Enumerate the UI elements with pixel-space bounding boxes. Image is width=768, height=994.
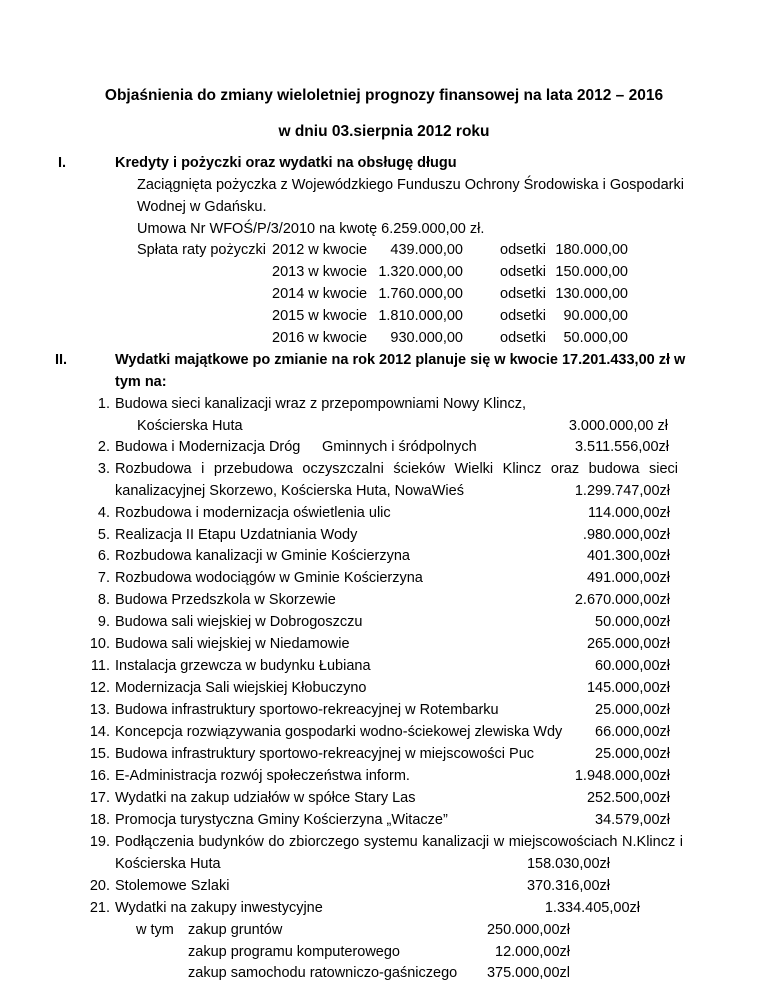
repayment-year: 2012 w kwocie (272, 242, 368, 258)
section-heading: Wydatki majątkowe po zmianie na rok 2012 planuje się w kwocie 17.201.433,00 zł w (115, 352, 686, 368)
item-amount: 158.030,00zł (526, 856, 610, 872)
item-text: Stolemowe Szlaki (115, 878, 230, 894)
item-text: Budowa sali wiejskiej w Niedamowie (115, 636, 350, 652)
item-amount: 3.000.000,00 zł (568, 418, 668, 434)
item-amount: 265.000,00zł (586, 636, 670, 652)
item-text: Budowa infrastruktury sportowo-rekreacyjnej w Rotembarku (115, 702, 499, 718)
item-text: Promocja turystyczna Gminy Kościerzyna „Witacze” (115, 812, 448, 828)
item-amount: 370.316,00zł (526, 878, 610, 894)
item-amount: .980.000,00zł (582, 527, 670, 543)
item-number: 16. (89, 768, 110, 784)
item-number: 1. (97, 396, 110, 412)
repayment-amount: 1.320.000,00 (378, 264, 463, 280)
item-text-continuation: Kościerska Huta (115, 856, 221, 872)
item-number: 17. (89, 790, 110, 806)
interest-label: odsetki (500, 308, 546, 324)
loan-description-line: Zaciągnięta pożyczka z Wojewódzkiego Funduszu Ochrony Środowiska i Gospodarki (137, 177, 684, 193)
item-amount: 114.000,00zł (588, 505, 670, 521)
interest-amount: 130.000,00 (555, 286, 628, 302)
item-number: 14. (89, 724, 110, 740)
item-number: 9. (97, 614, 110, 630)
item-text: E-Administracja rozwój społeczeństwa inform. (115, 768, 410, 784)
document-title: Objaśnienia do zmiany wieloletniej prognozy finansowej na lata 2012 – 2016 (104, 87, 664, 104)
item-text: Budowa Przedszkola w Skorzewie (115, 592, 336, 608)
item-amount: 25.000,00zł (595, 702, 670, 718)
item-number: 18. (89, 812, 110, 828)
sub-item-amount: 375.000,00zl (486, 965, 570, 981)
item-text: Budowa infrastruktury sportowo-rekreacyjnej w miejscowości Puc (115, 746, 535, 762)
item-amount: 50.000,00zł (595, 614, 670, 630)
item-text: Budowa sieci kanalizacji wraz z przepompowniami Nowy Klincz, (115, 396, 526, 412)
repayment-amount: 1.760.000,00 (378, 286, 463, 302)
item-amount: 1.948.000,00zł (574, 768, 670, 784)
item-amount: 34.579,00zł (595, 812, 670, 828)
item-number: 12. (89, 680, 110, 696)
sub-item-amount: 12.000,00zł (495, 944, 570, 960)
repayment-year: 2016 w kwocie (272, 330, 368, 346)
repayment-label: Spłata raty pożyczki (137, 242, 266, 258)
interest-amount: 90.000,00 (563, 308, 628, 324)
item-number: 5. (97, 527, 110, 543)
item-text: Rozbudowa i przebudowa oczyszczalni ścieków Wielki Klincz oraz budowa sieci (115, 461, 678, 477)
item-number: 13. (89, 702, 110, 718)
item-number: 8. (97, 592, 110, 608)
item-text: Gminnych i śródpolnych (322, 439, 477, 455)
item-amount: 66.000,00zł (595, 724, 670, 740)
sub-item-text: zakup samochodu ratowniczo-gaśniczego (188, 965, 458, 981)
item-amount: 1.334.405,00zł (544, 900, 640, 916)
item-text: Koncepcja rozwiązywania gospodarki wodno-ściekowej zlewiska Wdy (115, 724, 563, 740)
section-number: I. (58, 155, 67, 171)
item-text-continuation: Kościerska Huta (137, 418, 243, 434)
item-amount: 3.511.556,00zł (574, 439, 669, 455)
item-number: 19. (89, 834, 110, 850)
loan-description-line: Wodnej w Gdańsku. (137, 199, 267, 215)
item-number: 10. (89, 636, 110, 652)
item-amount: 401.300,00zł (586, 548, 670, 564)
item-number: 20. (89, 878, 110, 894)
section-heading: Kredyty i pożyczki oraz wydatki na obsługę długu (115, 155, 457, 171)
item-number: 21. (89, 900, 110, 916)
item-text: Podłączenia budynków do zbiorczego systemu kanalizacji w miejscowościach N.Klincz i (115, 834, 683, 850)
interest-amount: 180.000,00 (555, 242, 628, 258)
sub-item-amount: 250.000,00zł (486, 922, 570, 938)
repayment-year: 2015 w kwocie (272, 308, 368, 324)
item-number: 4. (97, 505, 110, 521)
sub-item-text: zakup gruntów (188, 922, 283, 938)
item-text: Wydatki na zakupy inwestycyjne (115, 900, 323, 916)
sub-list-prefix: w tym (136, 922, 174, 938)
repayment-amount: 930.000,00 (390, 330, 463, 346)
item-text: Budowa i Modernizacja Dróg (115, 439, 301, 455)
item-number: 2. (97, 439, 110, 455)
item-text: Budowa sali wiejskiej w Dobrogoszczu (115, 614, 363, 630)
interest-label: odsetki (500, 286, 546, 302)
interest-label: odsetki (500, 264, 546, 280)
item-amount: 2.670.000,00zł (574, 592, 670, 608)
item-amount: 25.000,00zł (595, 746, 670, 762)
interest-label: odsetki (500, 242, 546, 258)
item-text: Instalacja grzewcza w budynku Łubiana (115, 658, 371, 674)
item-text: Realizacja II Etapu Uzdatniania Wody (115, 527, 358, 543)
item-amount: 60.000,00zł (595, 658, 670, 674)
repayment-year: 2013 w kwocie (272, 264, 368, 280)
item-text: Wydatki na zakup udziałów w spółce Stary Las (115, 790, 416, 806)
item-number: 11. (90, 658, 110, 674)
item-text: Rozbudowa i modernizacja oświetlenia ulic (115, 505, 391, 521)
item-text: Modernizacja Sali wiejskiej Kłobuczyno (115, 680, 367, 696)
interest-amount: 50.000,00 (563, 330, 628, 346)
repayment-amount: 439.000,00 (390, 242, 463, 258)
item-number: 15. (89, 746, 110, 762)
repayment-amount: 1.810.000,00 (378, 308, 463, 324)
item-number: 7. (97, 570, 110, 586)
item-amount: 252.500,00zł (586, 790, 670, 806)
item-text-continuation: kanalizacyjnej Skorzewo, Kościerska Huta, NowaWieś (115, 483, 464, 499)
section-heading-continuation: tym na: (115, 374, 167, 390)
item-amount: 145.000,00zł (586, 680, 670, 696)
loan-agreement-line: Umowa Nr WFOŚ/P/3/2010 na kwotę 6.259.000,00 zł. (137, 221, 485, 237)
repayment-year: 2014 w kwocie (272, 286, 368, 302)
interest-amount: 150.000,00 (555, 264, 628, 280)
item-text: Rozbudowa wodociągów w Gminie Kościerzyna (115, 570, 423, 586)
section-number: II. (55, 352, 68, 368)
document-subtitle: w dniu 03.sierpnia 2012 roku (278, 123, 490, 140)
item-number: 3. (97, 461, 110, 477)
item-amount: 491.000,00zł (586, 570, 670, 586)
item-text: Rozbudowa kanalizacji w Gminie Kościerzyna (115, 548, 410, 564)
item-number: 6. (97, 548, 110, 564)
item-amount: 1.299.747,00zł (574, 483, 670, 499)
sub-item-text: zakup programu komputerowego (188, 944, 400, 960)
interest-label: odsetki (500, 330, 546, 346)
